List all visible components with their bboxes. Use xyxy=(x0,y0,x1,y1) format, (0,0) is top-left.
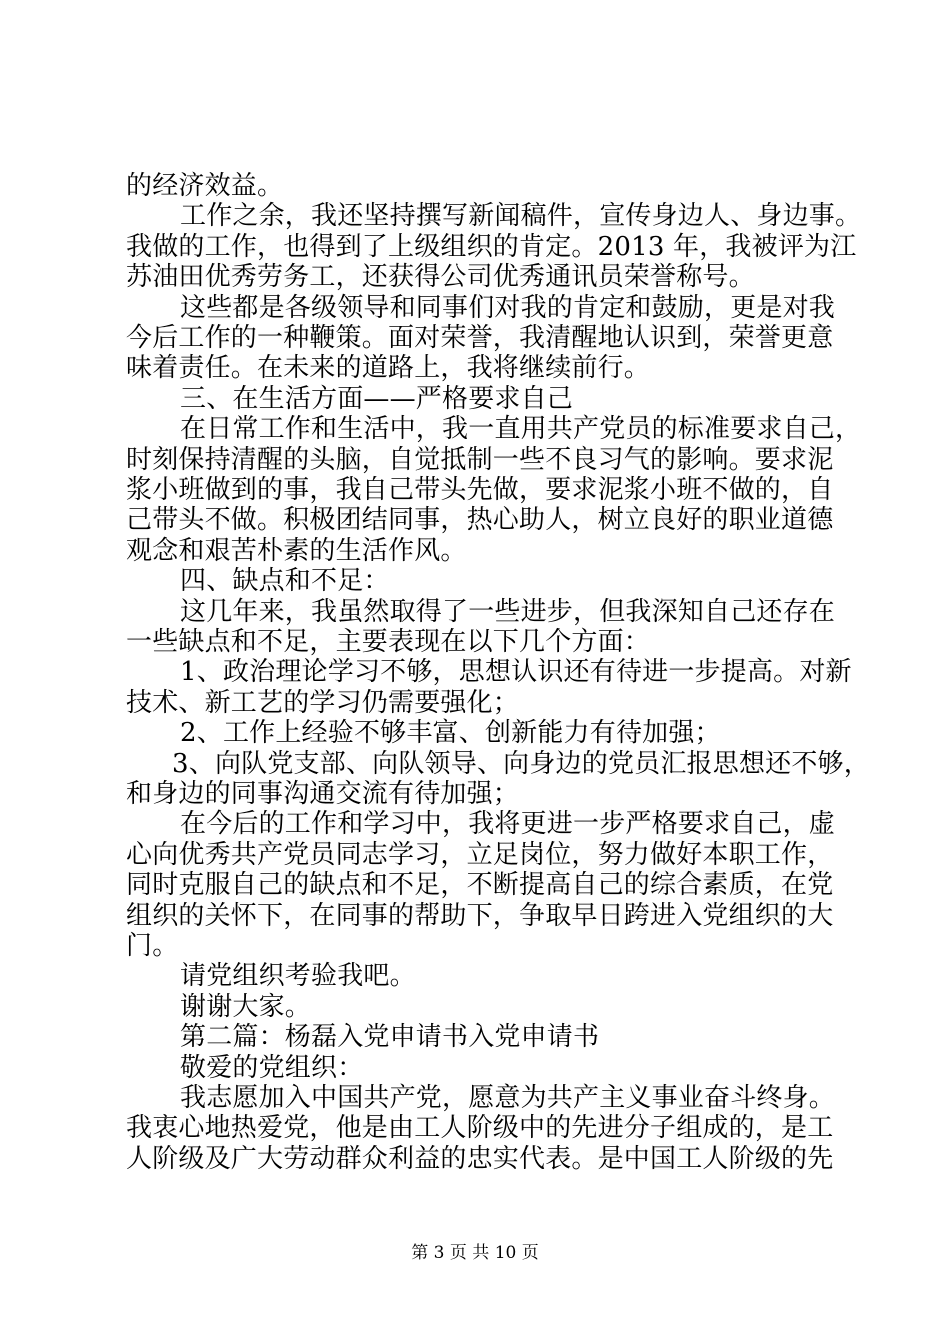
text-line: 我衷心地热爱党，他是由工人阶级中的先进分子组成的，是工 xyxy=(126,1113,834,1144)
text-line: 谢谢大家。 xyxy=(180,991,312,1022)
text-line: 观念和艰苦朴素的生活作风。 xyxy=(126,535,467,566)
text-line: 苏油田优秀劳务工，还获得公司优秀通讯员荣誉称号。 xyxy=(126,262,755,293)
text-line: 门。 xyxy=(126,931,179,961)
section-heading: 第二篇：杨磊入党申请书入党申请书 xyxy=(180,1022,600,1053)
text-line: 我做的工作，也得到了上级组织的肯定。2013 年，我被评为江 xyxy=(126,231,857,262)
text-line: 的经济效益。 xyxy=(126,171,284,201)
text-line: 浆小班做到的事，我自己带头先做，要求泥浆小班不做的，自 xyxy=(126,475,834,505)
text-line: 时刻保持清醒的头脑，自觉抵制一些不良习气的影响。要求泥 xyxy=(126,444,834,475)
text-line: 这几年来，我虽然取得了一些进步，但我深知自己还存在 xyxy=(180,596,836,627)
text-line: 我志愿加入中国共产党，愿意为共产主义事业奋斗终身。 xyxy=(180,1083,836,1113)
list-item: 3、向队党支部、向队领导、向身边的党员汇报思想还不够， xyxy=(172,748,870,779)
text-line: 技术、新工艺的学习仍需要强化； xyxy=(126,687,520,718)
section-heading: 四、缺点和不足： xyxy=(180,566,390,597)
text-line: 同时克服自己的缺点和不足，不断提高自己的综合素质，在党 xyxy=(126,870,834,901)
page-number: 第 3 页 共 10 页 xyxy=(411,1243,539,1263)
text-line: 组织的关怀下，在同事的帮助下，争取早日跨进入党组织的大 xyxy=(126,900,834,931)
text-line: 和身边的同事沟通交流有待加强； xyxy=(126,779,520,809)
text-line: 己带头不做。积极团结同事，热心助人，树立良好的职业道德 xyxy=(126,505,834,536)
text-line: 味着责任。在未来的道路上，我将继续前行。 xyxy=(126,353,651,384)
list-item: 2、工作上经验不够丰富、创新能力有待加强； xyxy=(180,718,721,749)
list-item: 1、政治理论学习不够，思想认识还有待进一步提高。对新 xyxy=(180,657,852,688)
text-line: 请党组织考验我吧。 xyxy=(180,961,416,992)
text-line: 今后工作的一种鞭策。面对荣誉，我清醒地认识到，荣誉更意 xyxy=(126,323,834,353)
text-line: 人阶级及广大劳动群众利益的忠实代表。是中国工人阶级的先 xyxy=(126,1143,834,1174)
text-line: 一些缺点和不足，主要表现在以下几个方面： xyxy=(126,627,651,657)
text-line: 工作之余，我还坚持撰写新闻稿件，宣传身边人、身边事。 xyxy=(180,201,862,232)
text-line: 这些都是各级领导和同事们对我的肯定和鼓励，更是对我 xyxy=(180,292,836,323)
salutation: 敬爱的党组织： xyxy=(180,1052,364,1083)
section-heading: 三、在生活方面——严格要求自己 xyxy=(180,383,574,414)
text-line: 在日常工作和生活中，我一直用共产党员的标准要求自己， xyxy=(180,414,862,445)
text-line: 心向优秀共产党员同志学习，立足岗位，努力做好本职工作， xyxy=(126,839,834,870)
text-line: 在今后的工作和学习中，我将更进一步严格要求自己，虚 xyxy=(180,809,836,840)
